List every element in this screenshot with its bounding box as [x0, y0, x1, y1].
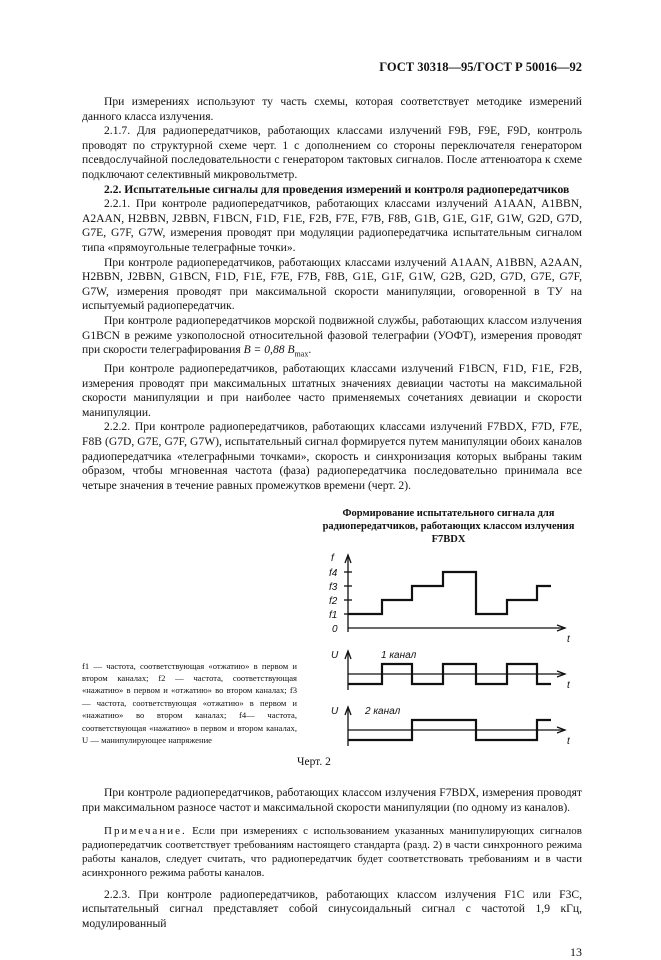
- channel2-label: 2 канал: [365, 706, 401, 718]
- note-label: Примечание.: [104, 824, 187, 837]
- axis-label-t: t: [567, 680, 570, 692]
- paragraph: [82, 314, 582, 362]
- tick-label-f2: f2: [329, 596, 338, 608]
- figure-body: [297, 507, 582, 752]
- axis-label-u1: U: [331, 650, 339, 662]
- tick-label-f1: f1: [329, 610, 338, 622]
- document-header: ГОСТ 30318—95/ГОСТ Р 50016—92: [379, 60, 582, 74]
- axis-label-t: t: [567, 634, 570, 646]
- paragraph: 2.2.2. При контроле радиопередатчиков, работающих классами излучений F7BDX, F7D, F7E, F8B (G7D, G7E, G7F, G7W), испытательный сигнал формируется путем манипуляции обоих каналов радиопередатчика «телеграфными точками», скорость и синхронизация которых выбраны таким образом, чтобы мгновенная частота (фаза) радиопередатчика последовательно принимала все четыре значения в течение равных промежутков времени (черт. 2).: [82, 420, 582, 492]
- tick-label-f3: f3: [329, 582, 338, 594]
- figure: [82, 507, 582, 752]
- tick-label-zero: 0: [332, 624, 338, 636]
- text: .: [308, 343, 312, 357]
- signal-diagram: [315, 552, 577, 752]
- page-number: 13: [570, 945, 582, 960]
- paragraph: 2.2.1. При контроле радиопередатчиков, работающих классами излучений A1AAN, A1BBN, A2AAN, H2BBN, J2BBN, F1BCN, F1D, F1E, F2B, F7E, F7B, F8B, G1B, G1E, G1F, G1W, G2D, G7D, G7E, G7F, G7W, измерения проводят при модуляции радиопередатчика испытательным сигналом типа «прямоугольные телеграфные точки».: [82, 197, 582, 254]
- paragraph: При контроле радиопередатчиков, работающих классами излучений A1AAN, A1BBN, A2AAN, H2BBN, J2BBN, G1BCN, F1D, F1E, F7E, F7B, F8B, G1E, G1F, G1W, G2B, G2D, G7D, G7E, G7F, G7W, измерения проводят при максимальной скорости манипуляции, оговоренной в ТУ на испытуемый радиопередатчик.: [82, 255, 582, 313]
- formula-subscript: max: [294, 349, 309, 359]
- paragraph: При контроле радиопередатчиков, работающих классами излучений F1BCN, F1D, F1E, F2B, измерения проводят при максимальных штатных значениях девиации частоты на максимальной скорости манипуляции и при наиболее часто применяемых сочетаниях девиации и скорости манипуляции.: [82, 362, 582, 419]
- paragraph: 2.2.3. При контроле радиопередатчиков, работающих классом излучения F1C или F3C, испытательный сигнал представляет собой синусоидальный сигнал с частотой 1,9 кГц, модулированный: [82, 887, 582, 930]
- frequency-trace: [348, 572, 551, 614]
- axis-label-t: t: [567, 736, 570, 748]
- paragraph: При контроле радиопередатчиков, работающих классом излучения F7BDX, измерения проводят при максимальном разносе частот и максимальной скорости манипуляции (по одному из каналов).: [82, 786, 582, 814]
- figure-label: Черт. 2: [297, 756, 331, 769]
- figure-caption: Формирование испытательного сигнала для радиопередатчиков, работающих классом излучения F7BDX: [322, 508, 575, 546]
- axis-label-u2: U: [331, 706, 339, 718]
- tick-label-f4: f4: [329, 568, 338, 580]
- figure-legend: f1 — частота, соответствующая «отжатию» в первом и втором каналах; f2 — частота, соответствующая «нажатию» в первом и «отжатию» во втором каналах; f3— частота, соответствующая «отжатию» в первом и «нажатию» во втором каналах; f4— частота, соответствующая «нажатию» в первом и втором каналах, U — манипулирующее напряжение: [82, 660, 297, 745]
- channel1-label: 1 канал: [381, 650, 417, 662]
- axis-label-f: f: [331, 553, 334, 565]
- section-heading: 2.2. Испытательные сигналы для проведения измерений и контроля радиопередатчиков: [104, 182, 570, 196]
- paragraph: 2.1.7. Для радиопередатчиков, работающих классами излучений F9B, F9E, F9D, контроль проводят по структурной схеме черт. 1 с дополнением со стороны переключателя генератором псевдослучайной последовательности с генератором тактовых сигналов. После аттенюатора к схеме подключают селективный микровольтметр.: [82, 124, 582, 181]
- paragraph: При измерениях используют ту часть схемы, которая соответствует методике измерений данного класса излучения.: [82, 95, 582, 123]
- formula: B = 0,88 B: [243, 343, 295, 357]
- note: [82, 824, 582, 880]
- body-text-bottom: [82, 786, 582, 931]
- body-text-top: [82, 95, 582, 493]
- text: При контроле радиопередатчиков морской подвижной службы, работающих классом излучения G1BCN в режиме узкополосной относительной фазовой телеграфии (УОФТ), измерения проводят при скорости телеграфирования: [82, 313, 582, 357]
- note-text: Если при измерениях с использованием указанных манипулирующих сигналов радиопередатчик соответствует требованиям настоящего стандарта (разд. 2) в части синхронного режима работы каналов, следует считать, что радиопередатчик будет соответствовать требованиям и в части асинхронного режима работы каналов.: [82, 824, 582, 879]
